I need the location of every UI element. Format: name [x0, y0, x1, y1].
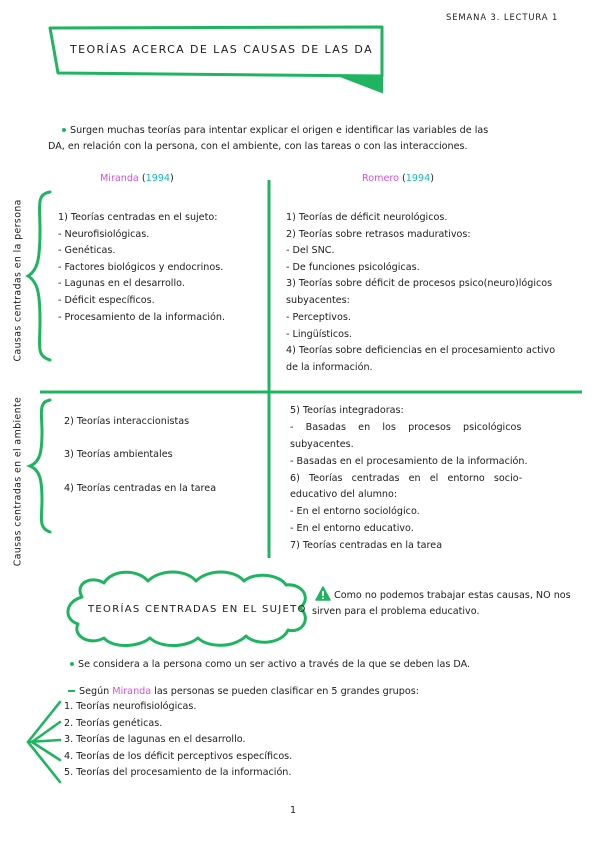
dash-icon	[68, 690, 75, 692]
q1-line: 1) Teorías centradas en el sujeto:	[58, 212, 218, 223]
q1-line: - Lagunas en el desarrollo.	[58, 278, 185, 289]
q1-line: - Déficit específicos.	[58, 295, 155, 306]
side-label-ambiente: Causas centradas en el ambiente	[12, 396, 24, 567]
intro-line-1: Surgen muchas teorías para intentar explicar el origen e identificar las variables de las	[62, 124, 488, 137]
header-week: SEMANA 3. LECTURA 1	[446, 12, 559, 22]
q2-line: subyacentes:	[286, 295, 350, 306]
column-header-romero: Romero (1994)	[362, 173, 434, 184]
groups-intro: Según Miranda las personas se pueden clasificar en 5 grandes grupos:	[68, 685, 419, 698]
q4-line: - En el entorno educativo.	[290, 523, 414, 534]
q2-line: 1) Teorías de déficit neurológicos.	[286, 212, 448, 223]
q4-line: - En el entorno sociológico.	[290, 506, 420, 517]
q2-line: - Perceptivos.	[286, 312, 351, 323]
q1-line: - Factores biológicos y endocrinos.	[58, 262, 224, 273]
column-header-miranda: Miranda (1994)	[100, 173, 174, 184]
warning-line-1: Como no podemos trabajar estas causas, NO nos	[334, 590, 571, 601]
q2-line: - Del SNC.	[286, 245, 335, 256]
group-item: 1. Teorías neurofisiológicas.	[64, 701, 197, 712]
bullet-icon	[70, 662, 74, 666]
q2-line: 3) Teorías sobre déficit de procesos psico(neuro)lógicos	[286, 278, 553, 289]
q4-line: subyacentes.	[290, 439, 354, 450]
q2-line: - De funciones psicológicas.	[286, 262, 420, 273]
group-item: 4. Teorías de los déficit perceptivos específicos.	[64, 751, 293, 762]
q3-line: 2) Teorías interaccionistas	[64, 416, 190, 427]
q3-line: 4) Teorías centradas en la tarea	[64, 483, 217, 494]
warning-icon	[316, 587, 330, 600]
q3-line: 3) Teorías ambientales	[64, 449, 173, 460]
q2-line: - Lingüísticos.	[286, 329, 353, 340]
q4-line: - Basadas en los procesos psicológicos	[290, 422, 522, 433]
group-item: 5. Teorías del procesamiento de la información.	[64, 767, 292, 778]
group-item: 3. Teorías de lagunas en el desarrollo.	[64, 734, 246, 745]
q4-line: educativo del alumno:	[290, 489, 398, 500]
consider-line: Se considera a la persona como un ser activo a través de la que se deben las DA.	[70, 658, 470, 671]
q4-line: 5) Teorías integradoras:	[290, 405, 404, 416]
q4-line: - Basadas en el procesamiento de la información.	[290, 456, 528, 467]
q2-line: 2) Teorías sobre retrasos madurativos:	[286, 229, 471, 240]
warning-line-2: sirven para el problema educativo.	[312, 606, 480, 617]
side-label-persona: Causas centradas en la persona	[12, 199, 24, 362]
q1-line: - Procesamiento de la información.	[58, 312, 226, 323]
q4-line: 6) Teorías centradas en el entorno socio-	[290, 473, 523, 484]
page-title: TEORÍAS ACERCA DE LAS CAUSAS DE LAS DA	[70, 43, 374, 56]
q2-line: 4) Teorías sobre deficiencias en el procesamiento activo	[286, 345, 556, 356]
bullet-icon	[62, 128, 66, 132]
group-item: 2. Teorías genéticas.	[64, 718, 163, 729]
page-number: 1	[290, 805, 297, 816]
q4-line: 7) Teorías centradas en la tarea	[290, 540, 443, 551]
arrow-list-icon	[28, 702, 60, 782]
q2-line: de la información.	[286, 362, 373, 373]
brace-persona	[28, 192, 50, 360]
brace-ambiente	[30, 400, 50, 532]
banner-fold	[340, 76, 382, 92]
cloud-title: TEORÍAS CENTRADAS EN EL SUJETO	[88, 604, 307, 615]
intro-line-2: DA, en relación con la persona, con el ambiente, con las tareas o con las interacciones.	[48, 141, 468, 152]
q1-line: - Genéticas.	[58, 245, 116, 256]
q1-line: - Neurofisiológicas.	[58, 229, 150, 240]
